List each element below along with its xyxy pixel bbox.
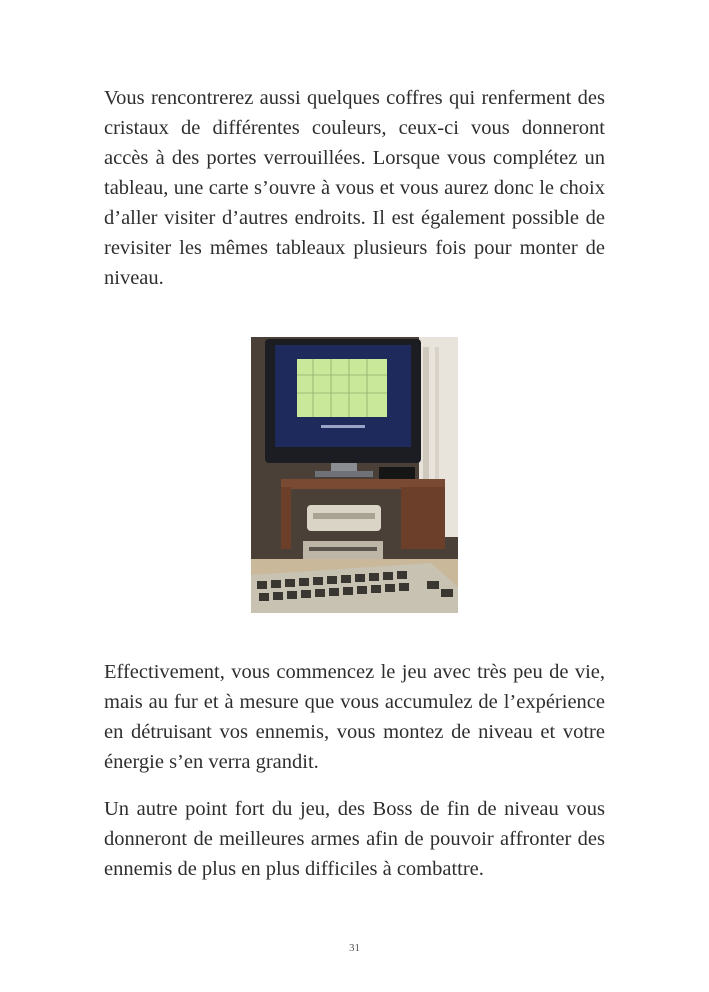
paragraph-boss: Un autre point fort du jeu, des Boss de fin de niveau vous donneront de meilleures armes afin de pouvoir affronter des ennemis de plus en plus difficiles à combattre. [104,798,605,880]
paragraph-experience: Effectivement, vous commencez le jeu avec très peu de vie, mais au fur et à mesure que vous accumulez de l’expérience en détruisant vos ennemis, vous montez de niveau et votre énergie s’en verra grandit. [104,661,605,773]
game-map-area [297,359,387,417]
page-number: 31 [349,942,360,954]
retro-computer-photo [251,337,458,613]
paragraph-coffres: Vous rencontrerez aussi quelques coffres qui renferment des cristaux de différentes couleurs, ceux-ci vous donneront accès à des portes verrouillées. Lorsque vous complétez un tableau, une carte s’ouvre à vous et vous aurez donc le choix d’aller visiter d’autres endroits. Il est également possible de revisiter les mêmes tableaux plusieurs fois pour monter de niveau. [104,87,605,289]
